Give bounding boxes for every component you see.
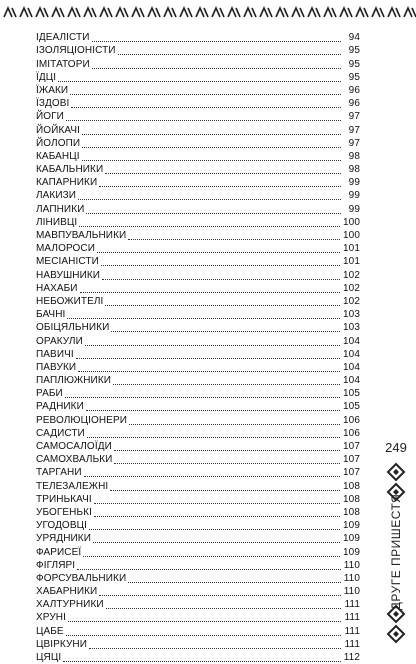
leader-dots [93,542,340,543]
toc-entry-page: 100 [343,216,360,228]
toc-entry-page: 98 [348,150,360,162]
leader-dots [92,68,341,69]
toc-entry[interactable] [36,532,360,545]
ornament-stroke [276,8,288,17]
toc-entry-page: 95 [348,45,360,57]
leader-dots [77,569,341,570]
toc-entry-page: 110 [343,572,360,584]
leader-dots [82,147,341,148]
toc-entry-title: ПАВУКИ [36,361,77,373]
toc-entry-page: 96 [348,98,360,110]
toc-entry[interactable] [36,321,360,334]
leader-dots [82,134,341,135]
toc-entry-page: 101 [343,256,360,268]
ornament-stroke [52,8,64,17]
toc-entry-title: ЙОЛОПИ [36,137,81,149]
toc-entry-page: 102 [343,269,360,281]
table-of-contents [36,31,360,664]
toc-entry[interactable] [36,137,360,150]
toc-entry-page: 112 [343,652,360,663]
toc-entry-page: 102 [343,282,360,294]
leader-dots [78,199,341,200]
ornament-stroke [308,8,320,17]
toc-entry-title: ЦЯЦІ [36,652,62,663]
leader-dots [114,450,340,451]
toc-entry-title: ТАРГАНИ [36,467,82,479]
toc-entry-title: ФІГЛЯРІ [36,559,76,571]
leader-dots [105,305,340,306]
leader-dots [79,226,340,227]
ornament-stroke [212,8,224,17]
toc-entry-page: 104 [343,375,360,387]
toc-entry[interactable] [36,374,360,387]
leader-dots [86,213,341,214]
toc-entry[interactable] [36,282,360,295]
ornament-stroke [84,8,96,17]
toc-entry[interactable] [36,585,360,598]
toc-entry[interactable] [36,519,360,532]
leader-dots [80,292,340,293]
toc-entry-title: КАБАЛЬНИКИ [36,164,104,176]
toc-entry-page: 110 [343,559,360,571]
leader-dots [111,331,340,332]
ornament-pattern-icon [0,6,416,19]
toc-entry[interactable] [36,598,360,611]
leader-dots [101,265,340,266]
toc-entry-title: ЇЗДОВІ [36,98,70,110]
toc-entry-page: 103 [343,309,360,321]
ornament-stroke [180,8,192,17]
toc-entry-page: 99 [348,190,360,202]
leader-dots [82,160,341,161]
toc-entry-title: ІЗОЛЯЦІОНІСТИ [36,45,116,57]
leader-dots [89,529,340,530]
toc-entry-page: 111 [344,599,360,611]
leader-dots [97,252,340,253]
toc-entry[interactable] [36,176,360,189]
leader-dots [102,279,340,280]
toc-entry-page: 111 [344,625,360,637]
toc-entry-title: БАЧНІ [36,309,66,321]
toc-entry-title: ХРУНІ [36,612,66,624]
toc-entry-page: 104 [343,348,360,360]
ornament-stroke [356,8,368,17]
toc-entry[interactable] [36,295,360,308]
toc-entry-page: 107 [343,467,360,479]
toc-entry[interactable] [36,453,360,466]
toc-entry-title: ІМІТАТОРИ [36,58,90,70]
toc-entry-page: 103 [343,322,360,334]
toc-entry-page: 98 [348,164,360,176]
toc-entry-page: 97 [348,111,360,123]
ornament-stroke [100,8,112,17]
toc-entry-title: МАВПУВАЛЬНИКИ [36,230,127,241]
leader-dots [58,81,341,82]
leader-dots [128,582,340,583]
page-number: 249 [385,440,407,455]
side-ornament-bottom-icon [386,604,406,644]
ornament-stroke [164,8,176,17]
toc-entry-title: МАЛОРОСИ [36,243,95,255]
leader-dots [89,648,341,649]
leader-dots [86,410,340,411]
leader-dots [66,120,341,121]
leader-dots [106,608,341,609]
toc-entry-page: 102 [343,295,360,307]
toc-entry-page: 105 [343,388,360,400]
leader-dots [65,397,340,398]
leader-dots [114,463,340,464]
ornament-stroke [372,8,384,17]
toc-entry[interactable] [36,400,360,413]
toc-entry-title: ЦВІРКУНИ [36,638,88,650]
toc-entry-title: ОБІЦЯЛЬНИКИ [36,322,110,334]
toc-entry-title: ІДЕАЛІСТИ [36,32,90,44]
toc-entry-page: 109 [343,520,360,532]
leader-dots [129,424,340,425]
ornament-stroke [132,8,144,17]
toc-entry-title: МЕСІАНІСТИ [36,256,99,268]
toc-entry[interactable] [36,334,360,347]
toc-entry-page: 108 [343,480,360,492]
toc-entry-title: ЙОЙКАЧІ [36,124,81,136]
toc-entry-title: УРЯДНИКИ [36,533,92,545]
toc-entry-page: 106 [343,427,360,439]
leader-dots [71,107,341,108]
toc-entry[interactable] [36,427,360,440]
toc-entry-page: 97 [348,124,360,136]
toc-entry-page: 101 [343,243,360,255]
leader-dots [99,595,340,596]
leader-dots [110,490,340,491]
leader-dots [128,239,340,240]
leader-dots [85,345,340,346]
toc-entry-page: 99 [348,177,360,189]
ornament-stroke [36,8,48,17]
toc-entry-title: ЇЖАКИ [36,84,69,96]
ornament-stroke [292,8,304,17]
leader-dots [118,54,341,55]
toc-entry[interactable] [36,387,360,400]
toc-entry[interactable] [36,216,360,229]
toc-entry-page: 108 [343,493,360,505]
toc-entry-page: 100 [343,230,360,241]
toc-entry-title: ХАБАРНИКИ [36,586,98,598]
toc-entry-title: САМОХВАЛЬКИ [36,454,113,466]
toc-entry[interactable] [36,255,360,268]
toc-entry-title: КАБАНЦІ [36,150,80,162]
ornament-stroke [404,8,416,17]
toc-entry[interactable] [36,545,360,558]
toc-entry-page: 94 [348,32,360,44]
toc-entry-title: РЕВОЛЮЦІОНЕРИ [36,414,128,426]
toc-entry-page: 109 [343,546,360,558]
toc-entry[interactable] [36,97,360,110]
toc-entry-page: 95 [348,71,360,83]
ornament-stroke [340,8,352,17]
toc-entry-page: 110 [343,586,360,598]
leader-dots [84,476,340,477]
ornament-stroke [4,8,16,17]
ornament-stroke [196,8,208,17]
toc-entry[interactable] [36,229,360,242]
toc-entry-title: КАПАРНИКИ [36,177,98,189]
toc-entry-title: ПАВИЧІ [36,348,74,360]
leader-dots [83,556,340,557]
toc-entry-title: ТЕЛЕЗАЛЕЖНІ [36,480,109,492]
toc-entry[interactable] [36,71,360,84]
toc-entry-title: ПАПЛЮЖНИКИ [36,375,112,387]
toc-entry-page: 104 [343,361,360,373]
top-ornament-border [0,6,416,19]
toc-entry[interactable] [36,506,360,519]
toc-entry-page: 97 [348,137,360,149]
leader-dots [67,318,340,319]
toc-entry-title: ЦАБЕ [36,625,64,637]
toc-entry[interactable] [36,479,360,492]
leader-dots [94,516,340,517]
toc-entry-page: 105 [343,401,360,413]
toc-entry-page: 104 [343,335,360,347]
toc-entry[interactable] [36,163,360,176]
toc-entry-title: УБОГЕНЬКІ [36,506,92,518]
toc-entry-page: 107 [343,454,360,466]
toc-entry-page: 95 [348,58,360,70]
leader-dots [78,371,340,372]
leader-dots [99,186,341,187]
running-title: ДРУГЕ ПРИШЕСТЯ [389,493,403,611]
toc-entry-title: ФОРСУВАЛЬНИКИ [36,572,127,584]
leader-dots [113,384,340,385]
toc-entry[interactable] [36,57,360,70]
toc-entry[interactable] [36,123,360,136]
ornament-stroke [260,8,272,17]
ornament-stroke [68,8,80,17]
leader-dots [105,173,341,174]
ornament-stroke [324,8,336,17]
toc-entry-title: ОРАКУЛИ [36,335,83,347]
toc-entry[interactable] [36,308,360,321]
toc-entry-title: ФАРИСЕЇ [36,546,82,558]
toc-entry-title: НАВУШНИКИ [36,269,101,281]
toc-entry[interactable] [36,44,360,57]
toc-entry-title: ЛАКИЗИ [36,190,77,202]
toc-entry[interactable] [36,466,360,479]
toc-entry[interactable] [36,202,360,215]
toc-entry-title: РАБИ [36,388,63,400]
ornament-stroke [148,8,160,17]
leader-dots [87,437,340,438]
toc-entry-title: САМОСАЛОЇДИ [36,441,112,452]
toc-entry-page: 109 [343,533,360,545]
toc-entry[interactable] [36,189,360,202]
ornament-stroke [388,8,400,17]
toc-entry[interactable] [36,493,360,506]
leader-dots [68,621,341,622]
toc-entry-title: РАДНИКИ [36,401,84,413]
toc-entry[interactable] [36,348,360,361]
toc-entry[interactable] [36,361,360,374]
toc-entry-title: ЛІНИВЦІ [36,216,78,228]
leader-dots [70,94,341,95]
toc-entry[interactable] [36,440,360,453]
leader-dots [66,635,341,636]
leader-dots [76,358,340,359]
toc-entry-title: ЇДЦІ [36,71,57,83]
toc-entry-page: 99 [348,203,360,215]
toc-entry[interactable] [36,84,360,97]
toc-entry-title: НЕБОЖИТЕЛІ [36,295,104,307]
toc-entry-page: 96 [348,84,360,96]
toc-entry-page: 108 [343,506,360,518]
leader-dots [92,41,341,42]
toc-entry-title: НАХАБИ [36,282,78,294]
toc-entry-page: 107 [343,441,360,452]
toc-entry-title: ХАЛТУРНИКИ [36,599,104,611]
ornament-stroke [20,8,32,17]
ornament-stroke [116,8,128,17]
toc-entry[interactable] [36,638,360,651]
leader-dots [94,503,340,504]
ornament-stroke [228,8,240,17]
toc-entry-title: УГОДОВЦІ [36,520,87,532]
toc-entry[interactable] [36,611,360,624]
toc-entry[interactable] [36,559,360,572]
toc-entry-title: САДИСТИ [36,427,85,439]
toc-entry[interactable] [36,268,360,281]
toc-entry[interactable] [36,413,360,426]
toc-entry-page: 111 [344,612,360,624]
toc-entry[interactable] [36,651,360,664]
toc-entry-title: ЙОГИ [36,111,64,123]
toc-entry-page: 111 [344,638,360,650]
toc-entry[interactable] [36,624,360,637]
toc-entry[interactable] [36,31,360,44]
toc-entry-page: 106 [343,414,360,426]
toc-entry[interactable] [36,242,360,255]
toc-entry[interactable] [36,150,360,163]
leader-dots [63,661,341,662]
toc-entry-title: ТРИНЬКАЧІ [36,493,92,505]
toc-entry-title: ЛАПНИКИ [36,203,85,215]
toc-entry[interactable] [36,572,360,585]
toc-entry[interactable] [36,110,360,123]
ornament-stroke [244,8,256,17]
